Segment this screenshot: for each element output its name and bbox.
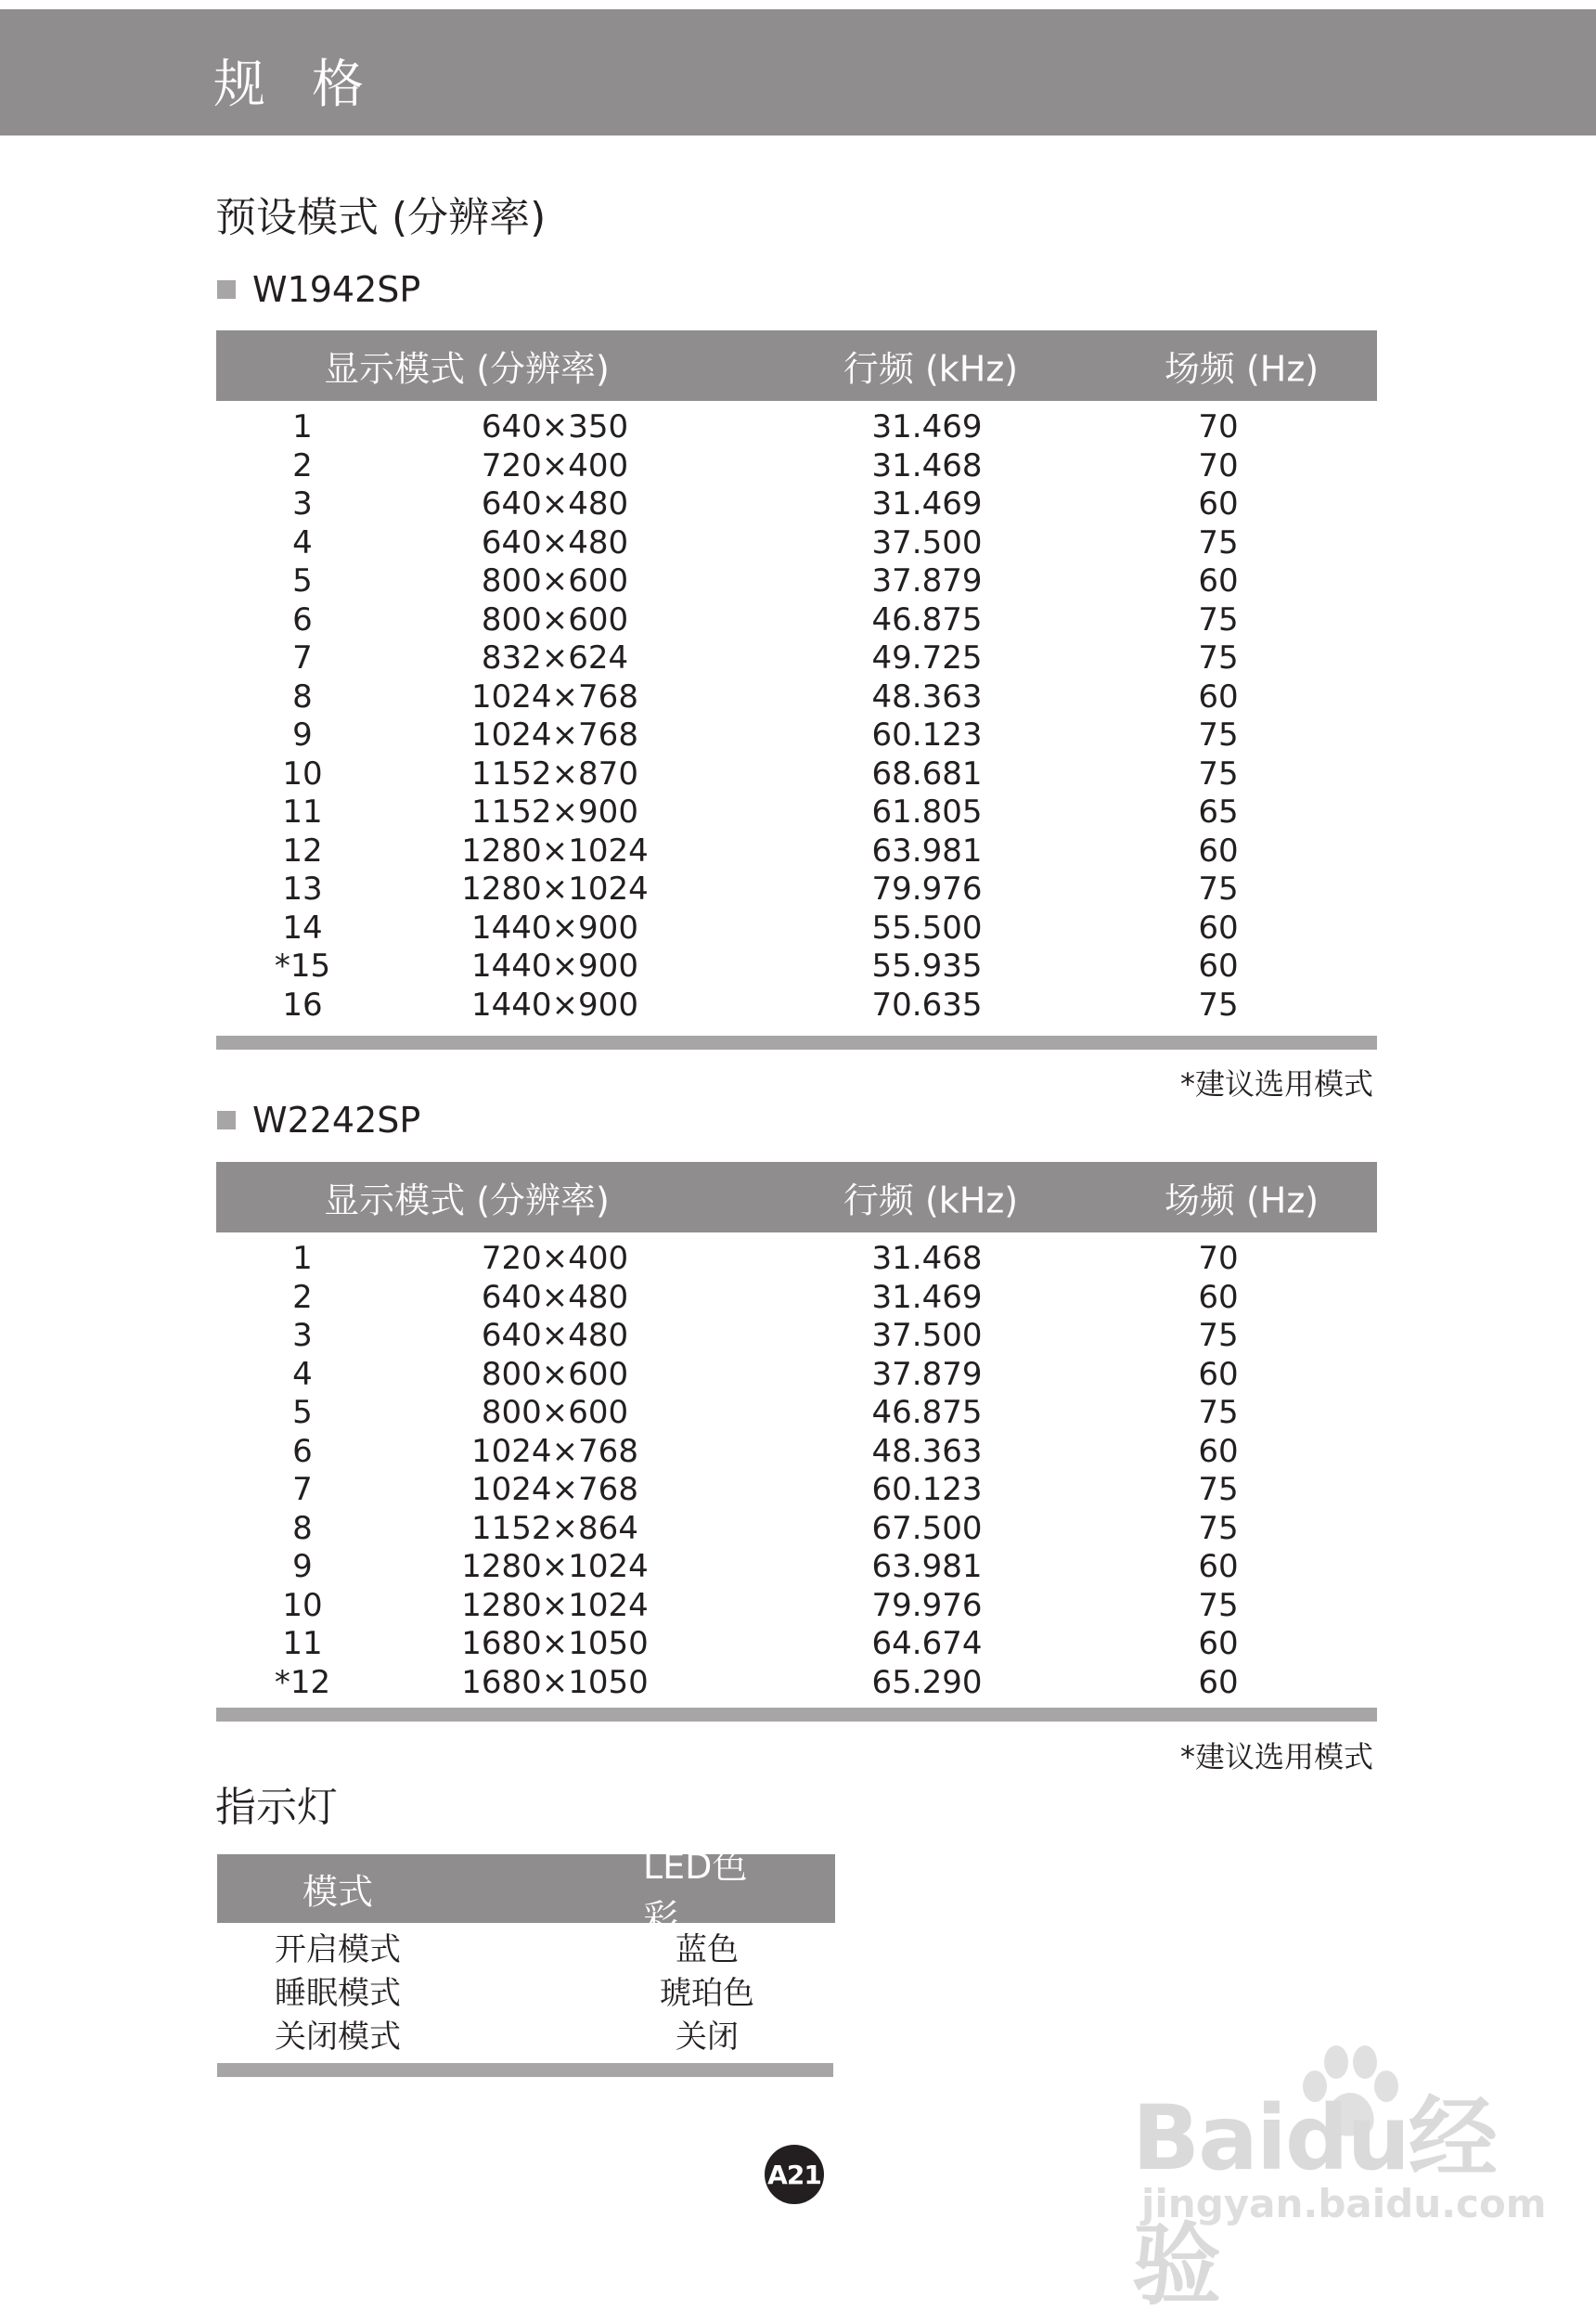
resolution-cell: 800×600 [481, 1394, 629, 1431]
resolution-cell: 1280×1024 [461, 1548, 649, 1585]
resolution-cell: 1024×768 [471, 1432, 638, 1470]
recommended-note: *建议选用模式 [1179, 1739, 1373, 1774]
mode-number: *12 [274, 1663, 331, 1701]
vfreq-cell: 60 [1198, 485, 1239, 522]
resolution-cell: 1680×1050 [461, 1625, 649, 1662]
watermark [1132, 2042, 1547, 2317]
table-row [216, 1664, 1377, 1703]
resolution-cell: 1440×900 [471, 909, 638, 947]
vfreq-cell: 60 [1198, 1548, 1239, 1585]
mode-number: 9 [292, 716, 313, 754]
hfreq-cell: 60.123 [871, 716, 983, 754]
hfreq-cell: 31.468 [871, 1240, 983, 1277]
mode-number: 5 [292, 1394, 313, 1431]
resolution-cell: 1440×900 [471, 986, 638, 1024]
watermark-url: jingyan.baidu.com [1141, 2181, 1547, 2226]
vfreq-cell: 60 [1198, 909, 1239, 947]
vfreq-cell: 75 [1198, 1509, 1239, 1547]
table-row [216, 639, 1377, 678]
vfreq-cell: 60 [1198, 948, 1239, 985]
hfreq-cell: 37.500 [871, 1317, 983, 1354]
resolution-cell: 1024×768 [471, 716, 638, 754]
mode-number: 2 [292, 1278, 313, 1316]
vfreq-cell: 75 [1198, 986, 1239, 1024]
table-row [216, 832, 1377, 871]
vfreq-cell: 75 [1198, 871, 1239, 908]
hfreq-cell: 64.674 [871, 1625, 983, 1662]
hfreq-cell: 46.875 [871, 1394, 983, 1431]
resolution-cell: 640×480 [481, 1317, 629, 1354]
recommended-note: *建议选用模式 [1179, 1066, 1373, 1102]
mode-number: 9 [292, 1548, 313, 1585]
table-footer-bar [216, 1036, 1377, 1050]
table-row [216, 408, 1377, 447]
hfreq-cell: 63.981 [871, 1548, 983, 1585]
model-heading [217, 1100, 421, 1141]
table-row [216, 485, 1377, 524]
mode-number: 8 [292, 1509, 313, 1547]
hfreq-cell: 37.879 [871, 1355, 983, 1393]
col-hfreq-header: 行频 (kHz) [843, 348, 1019, 390]
mode-number: 4 [292, 1355, 313, 1393]
preset-mode-table [216, 330, 1377, 1025]
vfreq-cell: 75 [1198, 639, 1239, 677]
mode-number: 13 [282, 871, 323, 908]
table-row [216, 755, 1377, 794]
vfreq-cell: 75 [1198, 755, 1239, 793]
vfreq-cell: 60 [1198, 562, 1239, 600]
hfreq-cell: 31.469 [871, 1278, 983, 1316]
table-header [216, 1162, 1377, 1232]
resolution-cell: 800×600 [481, 1355, 629, 1393]
mode-number: 3 [292, 485, 313, 522]
table-row [216, 793, 1377, 832]
resolution-cell: 1152×870 [471, 755, 638, 793]
table-row [216, 871, 1377, 909]
mode-number: 8 [292, 677, 313, 716]
table-row [216, 447, 1377, 486]
table-body [216, 1232, 1377, 1702]
resolution-cell: 1152×900 [471, 793, 638, 831]
col-vfreq-header: 场频 (Hz) [1164, 348, 1319, 390]
indicator-title: 指示灯 [215, 1784, 338, 1831]
vfreq-cell: 60 [1198, 1663, 1239, 1701]
resolution-cell: 640×480 [481, 1278, 629, 1316]
table-row [216, 987, 1377, 1026]
table-row [217, 1929, 835, 1972]
square-bullet-icon [217, 1111, 236, 1129]
resolution-cell: 800×600 [481, 562, 629, 600]
table-row [216, 1471, 1377, 1510]
mode-number: *15 [274, 948, 331, 985]
hfreq-cell: 70.635 [871, 986, 983, 1024]
led-table-header [217, 1846, 835, 1938]
table-row [216, 948, 1377, 987]
hfreq-cell: 68.681 [871, 755, 983, 793]
table-row [216, 1587, 1377, 1626]
mode-number: 1 [292, 408, 313, 445]
mode-number: 6 [292, 600, 313, 639]
hfreq-cell: 49.725 [871, 639, 983, 677]
vfreq-cell: 60 [1198, 832, 1239, 870]
hfreq-cell: 37.500 [871, 523, 983, 561]
table-row [216, 562, 1377, 601]
led-color: 蓝色 [676, 1931, 739, 1968]
table-row [216, 716, 1377, 755]
resolution-cell: 1280×1024 [461, 871, 649, 908]
vfreq-cell: 70 [1198, 446, 1239, 484]
vfreq-cell: 60 [1198, 677, 1239, 716]
mode-number: 11 [282, 1625, 323, 1662]
vfreq-cell: 75 [1198, 600, 1239, 639]
led-mode: 开启模式 [275, 1931, 401, 1968]
led-mode: 睡眠模式 [275, 1975, 401, 2012]
table-row [216, 524, 1377, 563]
vfreq-cell: 60 [1198, 1355, 1239, 1393]
resolution-cell: 800×600 [481, 600, 629, 639]
resolution-cell: 1440×900 [471, 948, 638, 985]
preset-mode-table [216, 1162, 1377, 1702]
vfreq-cell: 70 [1198, 408, 1239, 445]
table-row [217, 2016, 835, 2059]
col-mode-header: 显示模式 (分辨率) [324, 348, 610, 390]
table-row [216, 1279, 1377, 1318]
vfreq-cell: 65 [1198, 793, 1239, 831]
hfreq-cell: 65.290 [871, 1663, 983, 1701]
vfreq-cell: 60 [1198, 1432, 1239, 1470]
table-row [216, 601, 1377, 640]
table-row [216, 1433, 1377, 1472]
square-bullet-icon [217, 280, 236, 299]
col-mode-header: 显示模式 (分辨率) [324, 1180, 610, 1221]
col-vfreq-header: 场频 (Hz) [1164, 1180, 1319, 1221]
watermark-logo: Baidu经验 [1132, 2086, 1496, 2317]
vfreq-cell: 75 [1198, 1471, 1239, 1508]
section-title: 预设模式 (分辨率) [215, 194, 547, 241]
vfreq-cell: 75 [1198, 1317, 1239, 1354]
vfreq-cell: 75 [1198, 523, 1239, 561]
hfreq-cell: 79.976 [871, 1586, 983, 1624]
led-color: 琥珀色 [660, 1975, 754, 2012]
hfreq-cell: 55.935 [871, 948, 983, 985]
hfreq-cell: 67.500 [871, 1509, 983, 1547]
led-mode: 关闭模式 [275, 2019, 401, 2056]
vfreq-cell: 75 [1198, 1394, 1239, 1431]
table-row [216, 1625, 1377, 1664]
col-led-color-header: LED色彩 [643, 1846, 748, 1938]
table-row [216, 1356, 1377, 1395]
resolution-cell: 1280×1024 [461, 1586, 649, 1624]
mode-number: 10 [282, 1586, 323, 1624]
resolution-cell: 1280×1024 [461, 832, 649, 870]
resolution-cell: 640×350 [481, 408, 629, 445]
table-row [216, 1510, 1377, 1549]
resolution-cell: 832×624 [481, 639, 629, 677]
hfreq-cell: 48.363 [871, 1432, 983, 1470]
table-row [216, 1394, 1377, 1433]
hfreq-cell: 79.976 [871, 871, 983, 908]
led-color: 关闭 [676, 2019, 739, 2056]
table-row [216, 1548, 1377, 1587]
resolution-cell: 1024×768 [471, 677, 638, 716]
model-name: W2242SP [252, 1100, 421, 1141]
resolution-cell: 720×400 [481, 446, 629, 484]
mode-number: 4 [292, 523, 313, 561]
vfreq-cell: 60 [1198, 1278, 1239, 1316]
col-hfreq-header: 行频 (kHz) [843, 1180, 1019, 1221]
vfreq-cell: 75 [1198, 1586, 1239, 1624]
resolution-cell: 1024×768 [471, 1471, 638, 1508]
resolution-cell: 640×480 [481, 485, 629, 522]
hfreq-cell: 55.500 [871, 909, 983, 947]
table-body [216, 401, 1377, 1025]
hfreq-cell: 60.123 [871, 1471, 983, 1508]
vfreq-cell: 60 [1198, 1625, 1239, 1662]
resolution-cell: 1152×864 [471, 1509, 638, 1547]
mode-number: 16 [282, 986, 323, 1024]
vfreq-cell: 70 [1198, 1240, 1239, 1277]
table-footer-bar [217, 2063, 833, 2077]
resolution-cell: 720×400 [481, 1240, 629, 1277]
resolution-cell: 640×480 [481, 523, 629, 561]
mode-number: 3 [292, 1317, 313, 1354]
hfreq-cell: 48.363 [871, 677, 983, 716]
hfreq-cell: 31.469 [871, 408, 983, 445]
mode-number: 2 [292, 446, 313, 484]
model-name: W1942SP [252, 269, 421, 310]
table-row [216, 909, 1377, 948]
mode-number: 7 [292, 1471, 313, 1508]
col-led-mode-header: 模式 [302, 1871, 374, 1913]
hfreq-cell: 31.469 [871, 485, 983, 522]
mode-number: 5 [292, 562, 313, 600]
table-header [216, 330, 1377, 401]
hfreq-cell: 31.468 [871, 446, 983, 484]
model-heading [217, 269, 421, 310]
mode-number: 1 [292, 1240, 313, 1277]
table-row [216, 1317, 1377, 1356]
table-row [216, 678, 1377, 717]
mode-number: 10 [282, 755, 323, 793]
table-row [217, 1972, 835, 2016]
vfreq-cell: 75 [1198, 716, 1239, 754]
mode-number: 11 [282, 793, 323, 831]
table-footer-bar [216, 1708, 1377, 1722]
page-title: 规格 [213, 55, 410, 115]
led-table-body [217, 1923, 835, 2059]
led-table [217, 1846, 835, 2059]
hfreq-cell: 61.805 [871, 793, 983, 831]
mode-number: 12 [282, 832, 323, 870]
page-number: A21 [765, 2145, 824, 2204]
hfreq-cell: 46.875 [871, 600, 983, 639]
table-row [216, 1240, 1377, 1279]
mode-number: 7 [292, 639, 313, 677]
mode-number: 6 [292, 1432, 313, 1470]
resolution-cell: 1680×1050 [461, 1663, 649, 1701]
hfreq-cell: 63.981 [871, 832, 983, 870]
mode-number: 14 [282, 909, 323, 947]
hfreq-cell: 37.879 [871, 562, 983, 600]
